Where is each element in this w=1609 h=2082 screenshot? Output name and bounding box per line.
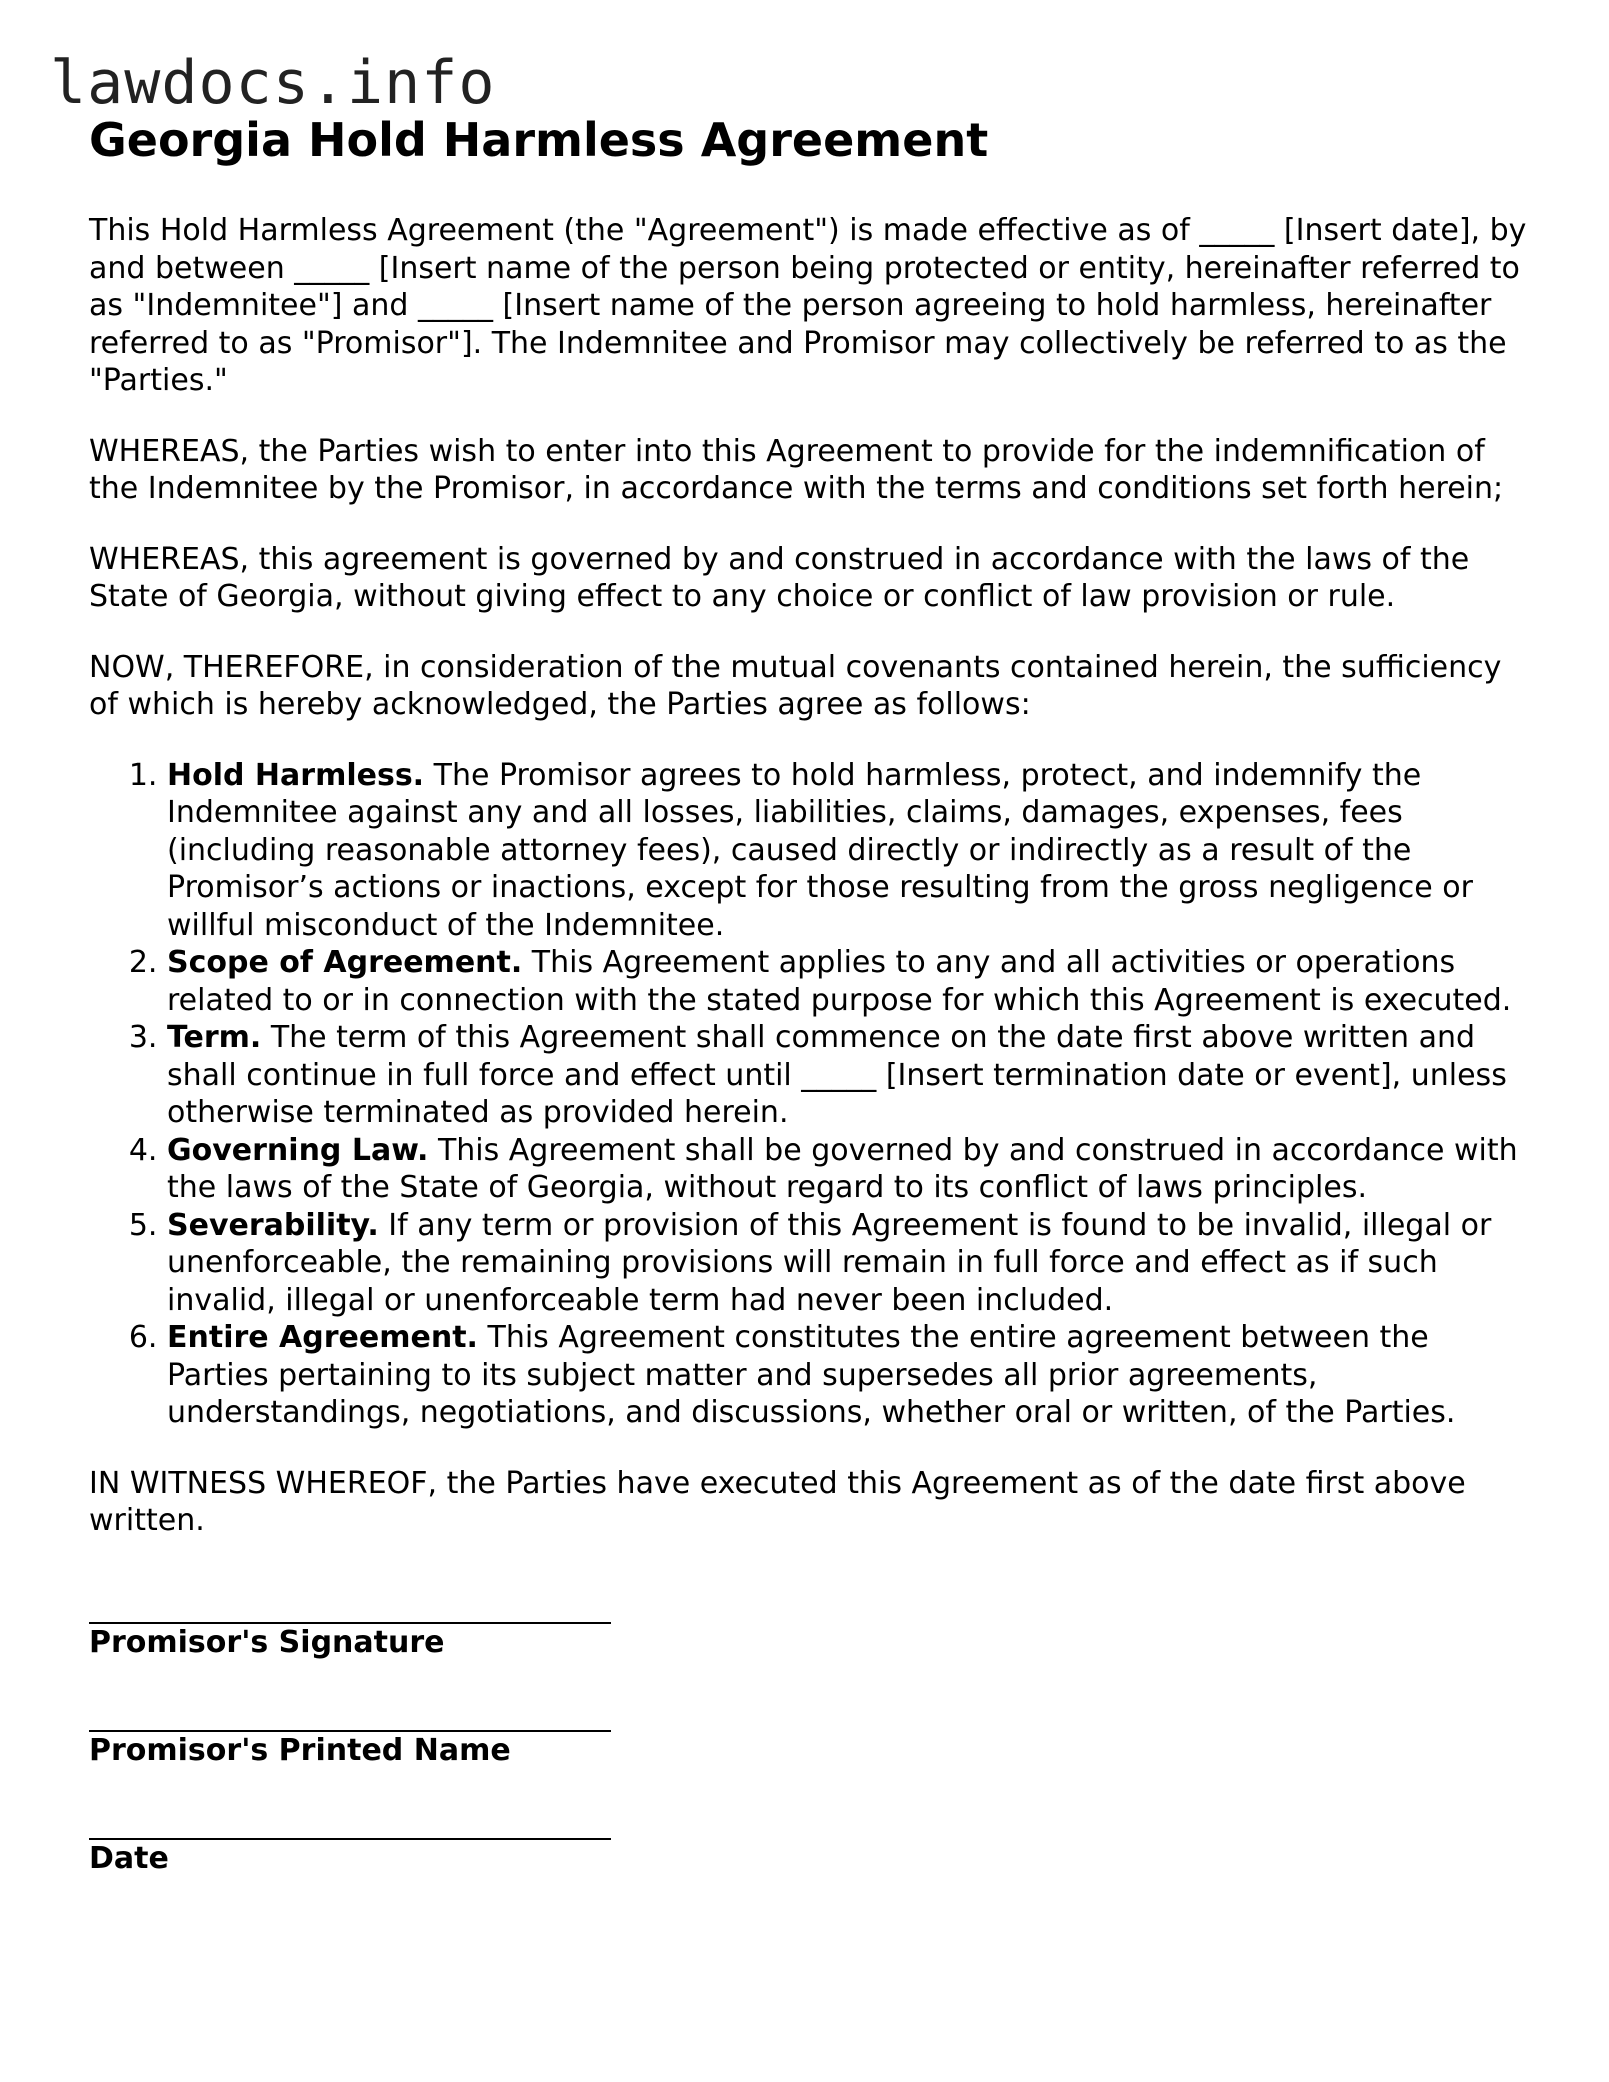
clause-heading: Scope of Agreement. — [167, 945, 523, 980]
clause-heading: Term. — [167, 1020, 262, 1055]
clause-text: This Agreement applies to any and all activities or operations related to or in connection with the stated purpose for which this Agreement is executed. — [167, 945, 1512, 1018]
promisor-signature-line[interactable] — [89, 1582, 611, 1624]
clause-item — [167, 1019, 1529, 1132]
clause-text: This Agreement shall be governed by and construed in accordance with the laws of the State of Georgia, without regard to its conflict of laws principles. — [167, 1132, 1518, 1205]
whereas-paragraph-1: WHEREAS, the Parties wish to enter into this Agreement to provide for the indemnification of the Indemnitee by the Promisor, in accordance with the terms and conditions set forth herein; — [89, 433, 1504, 506]
intro-paragraph: This Hold Harmless Agreement (the "Agreement") is made effective as of _____ [Insert date], by and between _____ [Insert name of the person being protected or entity, hereinafter referred to as "Indemnitee"] and _____ [Insert name of the person agreeing to hold harmless, hereinafter referred to as "Promisor"]. The Indemnitee and Promisor may collectively be referred to as the "Parties." — [89, 213, 1527, 398]
promisor-name-line[interactable] — [89, 1690, 611, 1732]
clause-item — [167, 1132, 1529, 1207]
promisor-name-label: Promisor's Printed Name — [89, 1732, 511, 1768]
clause-heading: Governing Law. — [167, 1132, 429, 1168]
promisor-signature-label: Promisor's Signature — [89, 1624, 445, 1660]
document-body — [89, 110, 1529, 1906]
document-title: Georgia Hold Harmless Agreement — [89, 113, 989, 167]
clause-text: The Promisor agrees to hold harmless, protect, and indemnify the Indemnitee against any and all losses, liabilities, claims, damages, expenses, fees (including reasonable attorney fees), caused directly or indirectly as a result of the Promisor’s actions or inactions, except for those resulting from the gross negligence or willful misconduct of the Indemnitee. — [167, 757, 1473, 943]
clause-item — [167, 944, 1529, 1019]
clause-item — [167, 1319, 1529, 1432]
witness-paragraph: IN WITNESS WHEREOF, the Parties have executed this Agreement as of the date first above written. — [89, 1465, 1466, 1538]
now-therefore-paragraph: NOW, THEREFORE, in consideration of the mutual covenants contained herein, the sufficiency of which is hereby acknowledged, the Parties agree as follows: — [89, 649, 1502, 722]
clause-heading: Hold Harmless. — [167, 757, 425, 793]
date-label: Date — [89, 1840, 169, 1876]
clause-heading: Entire Agreement. — [167, 1320, 478, 1355]
date-line[interactable] — [89, 1798, 611, 1840]
watermark: lawdocs.info — [50, 48, 496, 118]
whereas-paragraph-2: WHEREAS, this agreement is governed by and construed in accordance with the laws of the State of Georgia, without giving effect to any choice or conflict of law provision or rule. — [89, 541, 1470, 614]
clauses-list — [89, 757, 1529, 1432]
signature-block — [89, 1582, 1529, 1878]
clause-text: If any term or provision of this Agreement is found to be invalid, illegal or unenforceable, the remaining provisions will remain in full force and effect as if such invalid, illegal or unenforceable term had never been included. — [167, 1207, 1492, 1318]
clause-text: This Agreement constitutes the entire agreement between the Parties pertaining to its subject matter and supersedes all prior agreements, understandings, negotiations, and discussions, whether oral or written, of the Parties. — [167, 1320, 1456, 1430]
clause-item — [167, 1207, 1529, 1320]
clause-item — [167, 757, 1529, 945]
clause-heading: Severability. — [167, 1207, 379, 1243]
clause-text: The term of this Agreement shall commence on the date first above written and shall continue in full force and effect until _____ [Insert termination date or event], unless otherwise terminated as provided herein. — [167, 1020, 1507, 1130]
